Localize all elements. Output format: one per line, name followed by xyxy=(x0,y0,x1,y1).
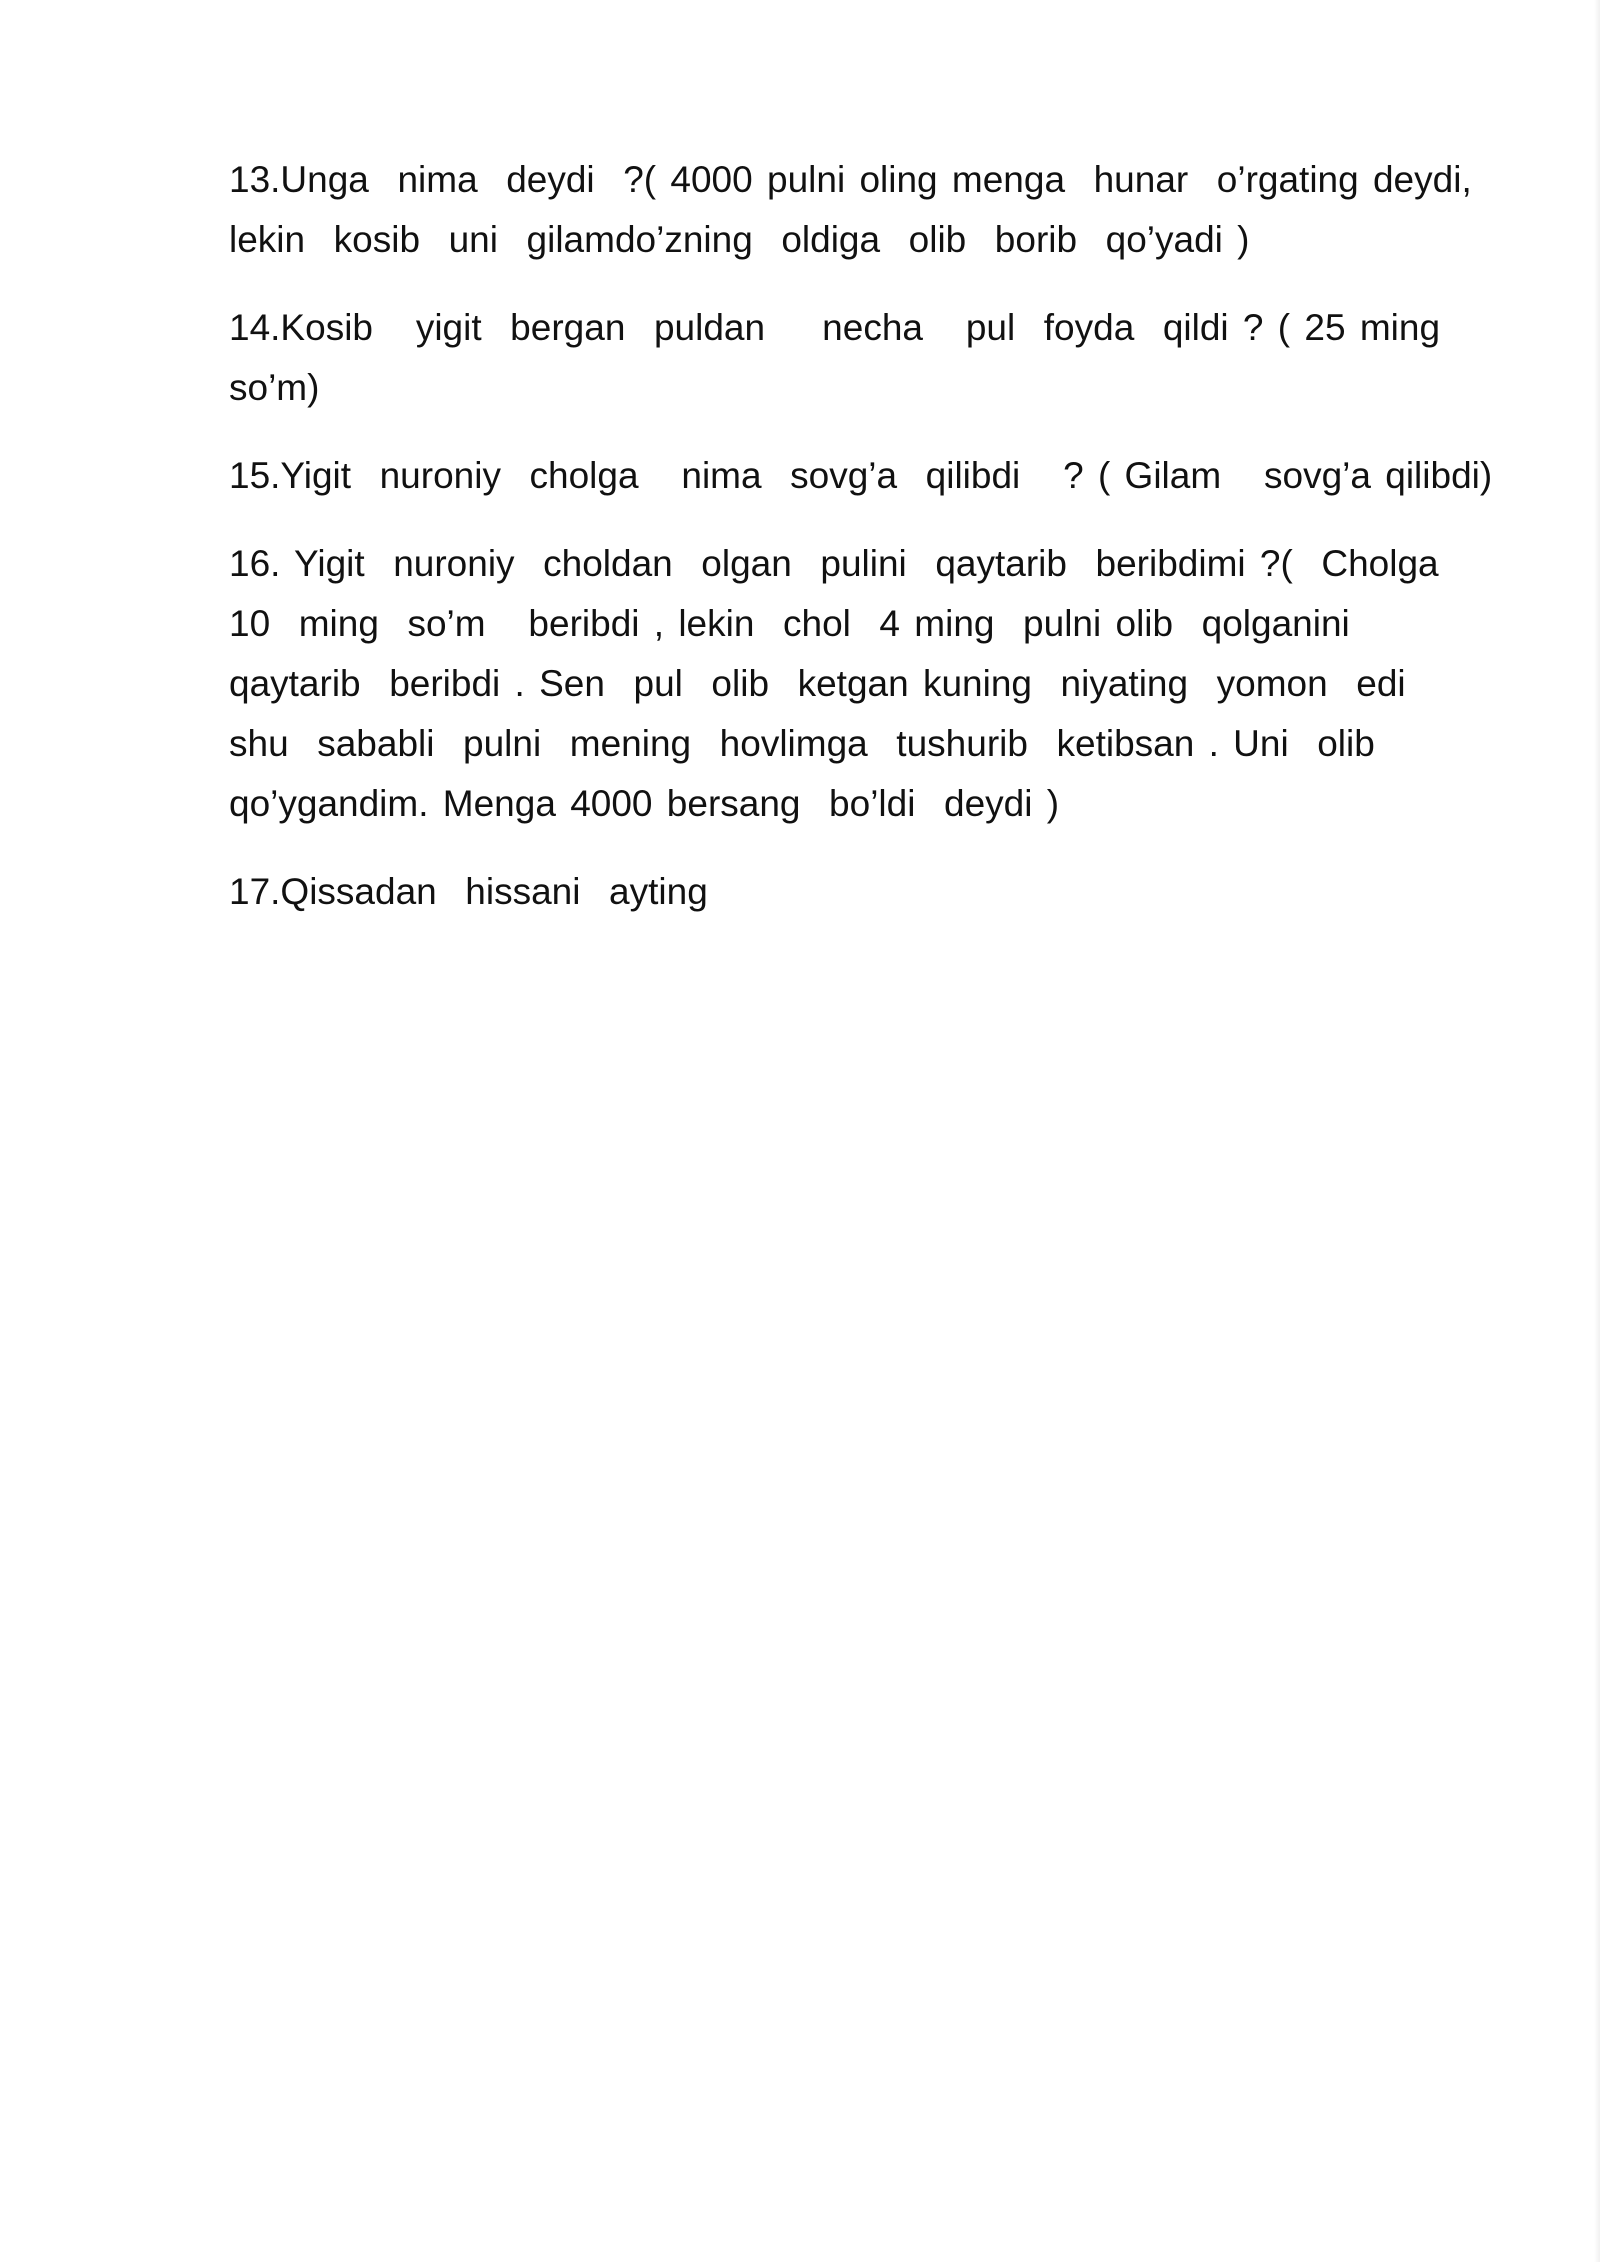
text-line: lekin kosib uni gilamdo’zning oldiga olib borib qo’yadi ) xyxy=(229,219,1250,260)
paragraph-16 xyxy=(229,534,1489,834)
text-line: 14.Kosib yigit bergan puldan necha pul foyda qildi ? ( 25 ming xyxy=(229,307,1441,348)
text-line: qo’ygandim. Menga 4000 bersang bo’ldi deydi ) xyxy=(229,783,1060,824)
text-line: shu sababli pulni mening hovlimga tushurib ketibsan . Uni olib xyxy=(229,723,1375,764)
paragraph-17 xyxy=(229,862,1489,922)
text-line: 17.Qissadan hissani ayting xyxy=(229,871,708,912)
page-edge-shadow xyxy=(1594,0,1600,2262)
text-line: 13.Unga nima deydi ?( 4000 pulni oling menga hunar o’rgating deydi, xyxy=(229,159,1472,200)
text-line: qaytarib beribdi . Sen pul olib ketgan kuning niyating yomon edi xyxy=(229,663,1406,704)
text-line: 15.Yigit nuroniy cholga nima sovg’a qilibdi ? ( Gilam sovg’a qilibdi) xyxy=(229,455,1493,496)
paragraph-13 xyxy=(229,150,1489,270)
text-line: 16. Yigit nuroniy choldan olgan pulini qaytarib beribdimi ?( Cholga xyxy=(229,543,1439,584)
text-line: so’m) xyxy=(229,367,320,408)
paragraph-14 xyxy=(229,298,1489,418)
text-line: 10 ming so’m beribdi , lekin chol 4 ming pulni olib qolganini xyxy=(229,603,1350,644)
paragraph-15 xyxy=(229,446,1493,506)
document-body xyxy=(229,150,1493,950)
